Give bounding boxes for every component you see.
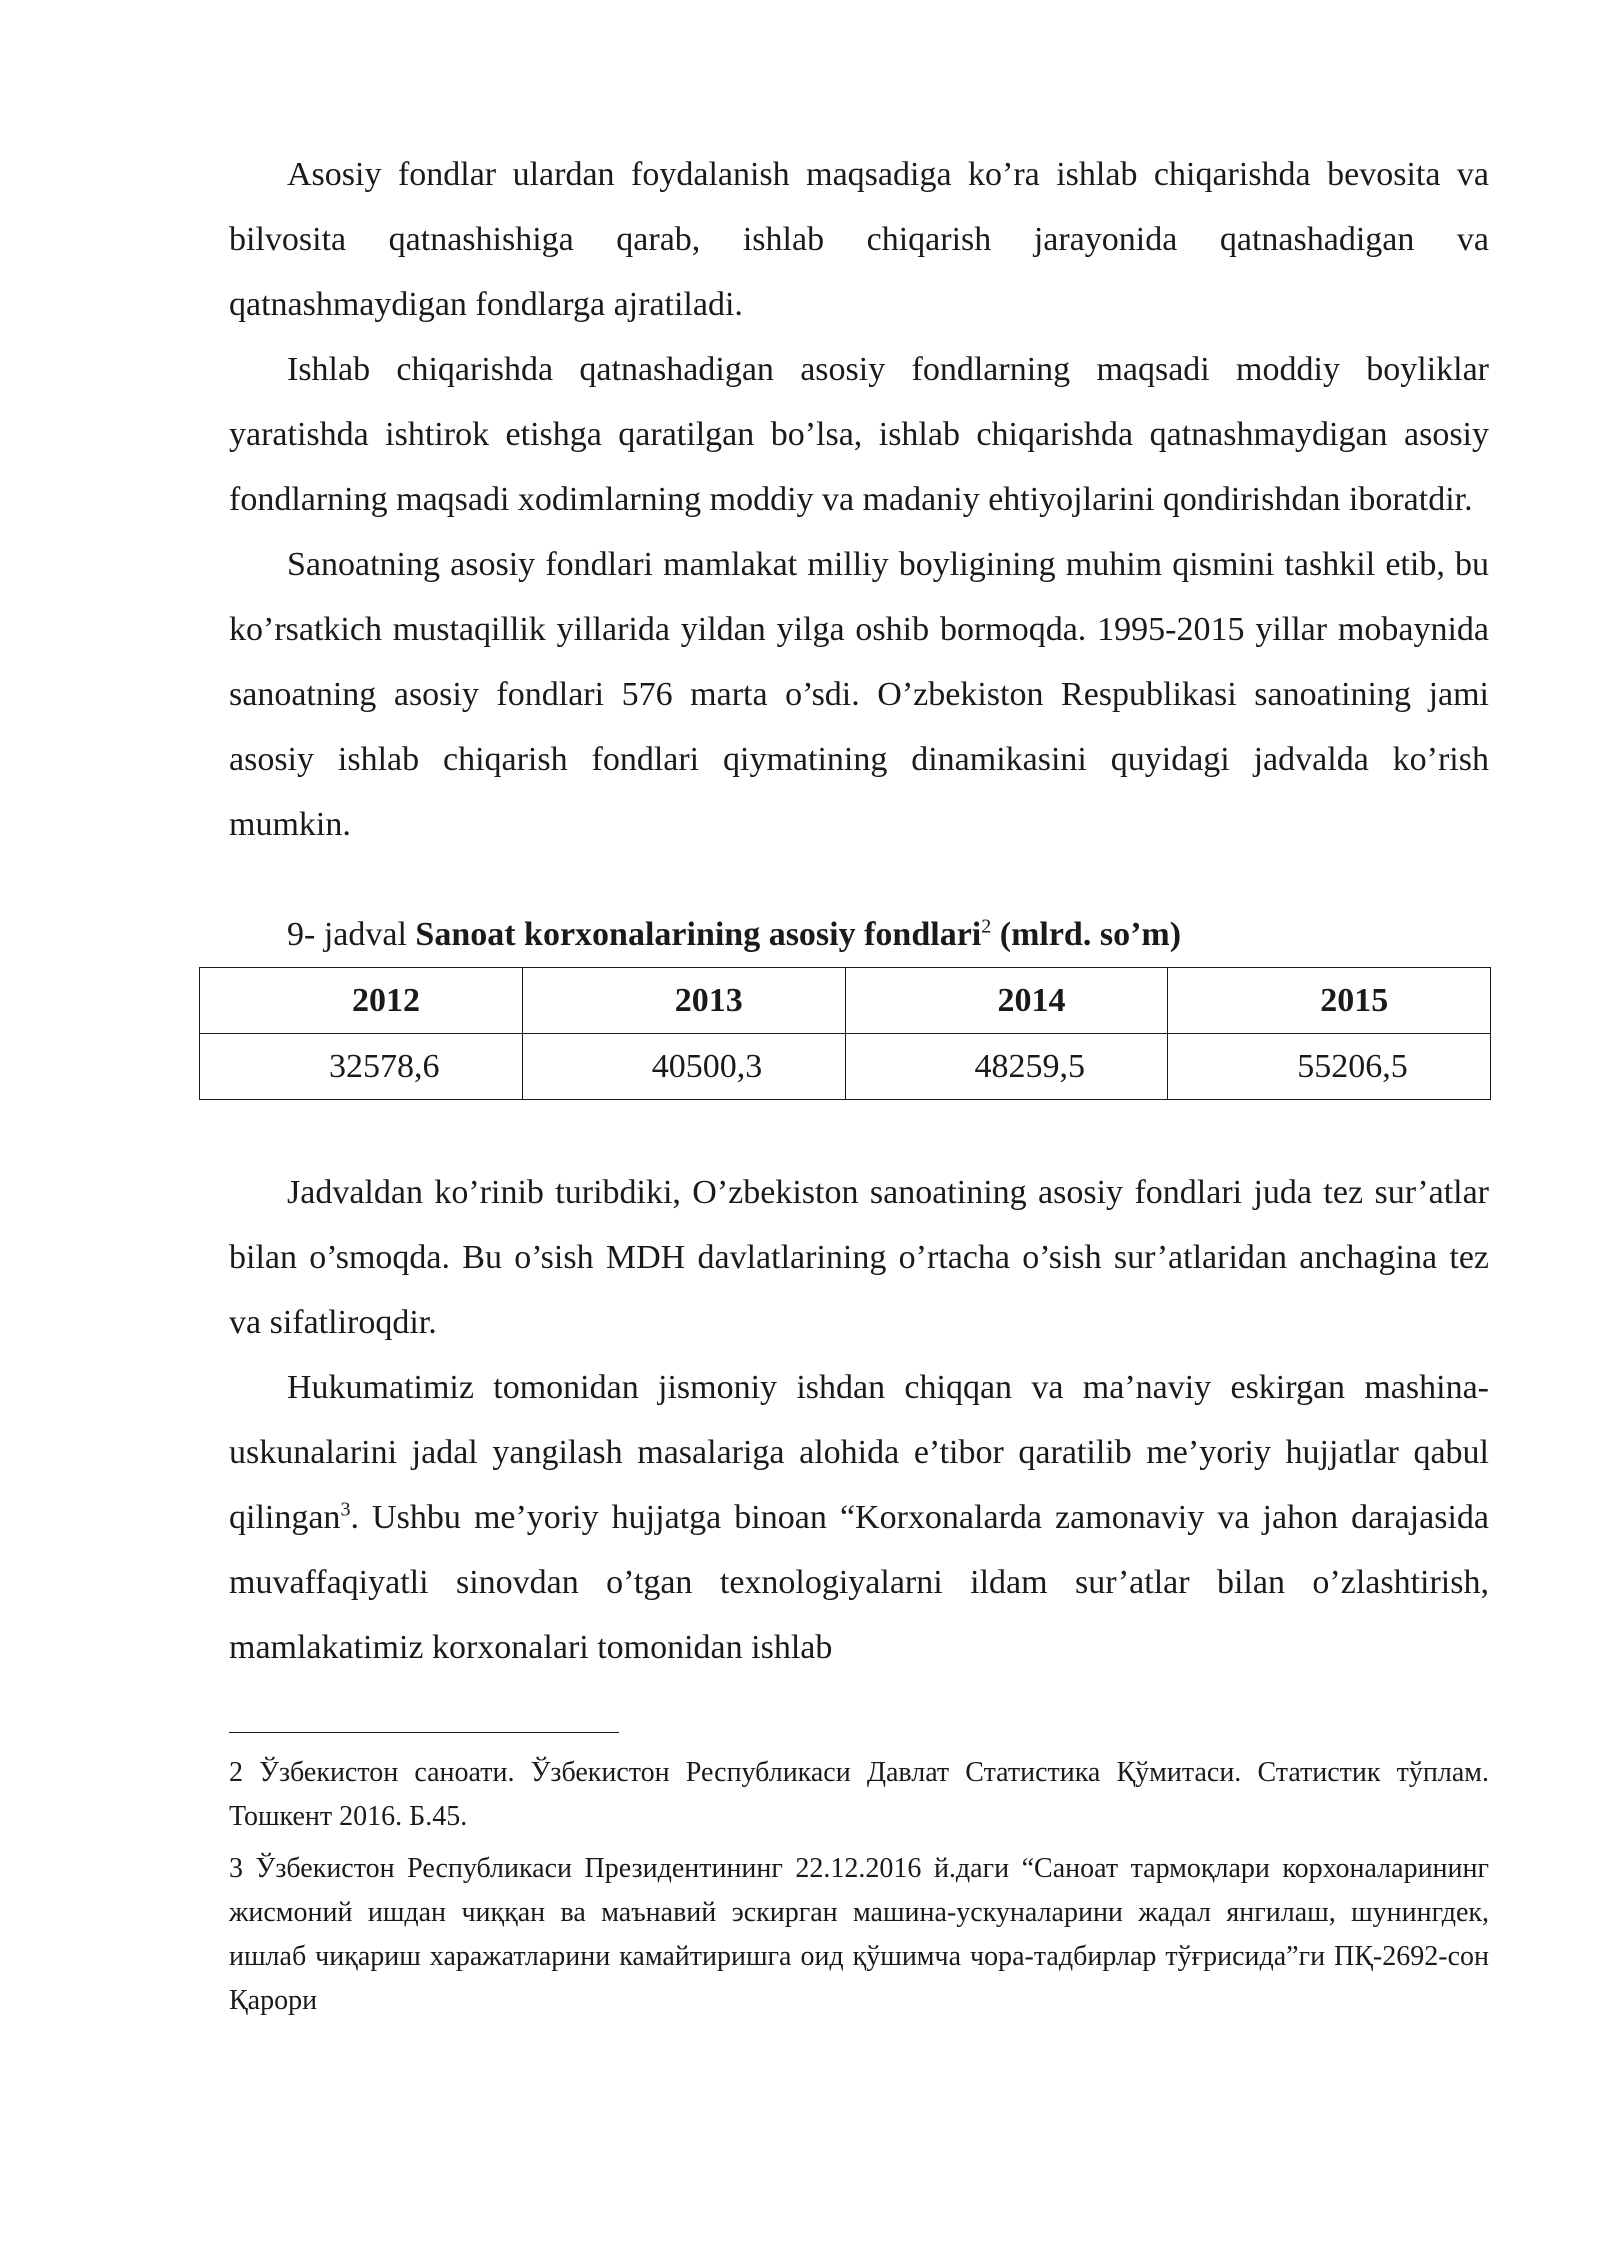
table-header-cell: 2012 [200,968,523,1034]
table-caption-footnote-ref: 2 [981,915,992,938]
paragraph-5-text-a: Hukumatimiz tomonidan jismoniy ishdan chiqqan va ma’naviy eskirgan mashina-uskunalarini jadal yangilash masalariga alohida e’tibor qaratilib me’yoriy hujjatlar qabul qilingan [229,1369,1489,1536]
footnote-ref-3: 3 [340,1498,351,1521]
paragraph-5 [229,1355,1489,1680]
table-header-cell: 2013 [522,968,845,1034]
footnote-2: 2 Ўзбекистон саноати. Ўзбекистон Республикаси Давлат Статистика Қўмитаси. Статистик тўплам. Тошкент 2016. Б.45. [229,1757,1489,1832]
paragraph-5-text-b: . Ushbu me’yoriy hujjatga binoan “Korxonalarda zamonaviy va jahon darajasida muvaffaqiyatli sinovdan o’tgan texnologiyalarni ildam sur’atlar bilan o’zlashtirish, mamlakatimiz korxonalari tomonidan ishlab [229,1499,1489,1666]
table-cell: 55206,5 [1168,1034,1491,1100]
table-caption-prefix: 9- jadval [287,916,416,953]
paragraph-4: Jadvaldan ko’rinib turibdiki, O’zbekiston sanoatining asosiy fondlari juda tez sur’atlar bilan o’smoqda. Bu o’sish MDH davlatlarining o’rtacha o’sish sur’atlaridan anchagina tez va sifatliroqdir. [229,1174,1489,1341]
table-header-cell: 2014 [845,968,1168,1034]
table-caption-title: Sanoat korxonalarining asosiy fondlari [415,916,982,953]
document-page [229,142,1489,2031]
table-cell: 40500,3 [522,1034,845,1100]
footnote-separator [229,1732,619,1733]
paragraph-1: Asosiy fondlar ulardan foydalanish maqsadiga ko’ra ishlab chiqarishda bevosita va bilvosita qatnashishiga qarab, ishlab chiqarish jarayonida qatnashadigan va qatnashmaydigan fondlarga ajratiladi. [229,156,1489,323]
table-caption [229,915,1489,955]
table-header-row [200,968,1491,1034]
table-row [200,1034,1491,1100]
table-cell: 48259,5 [845,1034,1168,1100]
paragraph-2: Ishlab chiqarishda qatnashadigan asosiy fondlarning maqsadi moddiy boyliklar yaratishda ishtirok etishga qaratilgan bo’lsa, ishlab chiqarishda qatnashmaydigan asosiy fondlarning maqsadi xodimlarning moddiy va madaniy ehtiyojlarini qondirishdan iboratdir. [229,351,1489,518]
footnote-3: 3 Ўзбекистон Республикаси Президентининг 22.12.2016 й.даги “Саноат тармоқлари корхоналарининг жисмоний ишдан чиққан ва маънавий эскирган машина-ускуналарини жадал янгилаш, шунингдек, ишлаб чиқариш харажатларини камайтиришга оид қўшимча чора-тадбирлар тўғрисида”ги ПҚ-2692-сон Қарори [229,1853,1489,2016]
table-cell: 32578,6 [200,1034,523,1100]
paragraph-3: Sanoatning asosiy fondlari mamlakat milliy boyligining muhim qismini tashkil etib, bu ko’rsatkich mustaqillik yillarida yildan yilga oshib bormoqda. 1995-2015 yillar mobaynida sanoatning asosiy fondlari 576 marta o’sdi. O’zbekiston Respublikasi sanoatining jami asosiy ishlab chiqarish fondlari qiymatining dinamikasini quyidagi jadvalda ko’rish mumkin. [229,546,1489,843]
fixed-assets-table [199,967,1491,1100]
table-caption-unit: (mlrd. so’m) [991,916,1182,953]
table-header-cell: 2015 [1168,968,1491,1034]
